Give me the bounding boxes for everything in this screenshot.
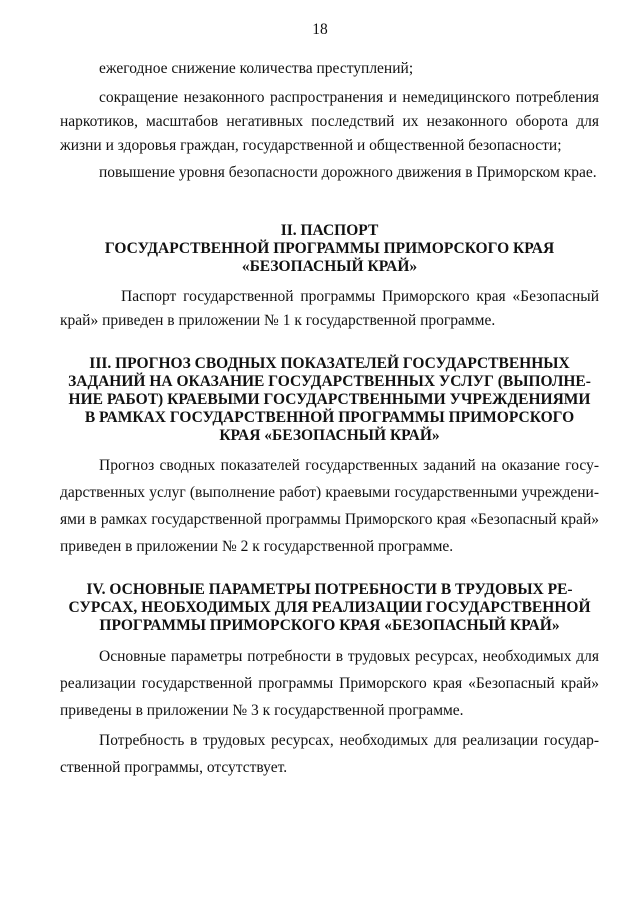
list-item-continuation: жизни и здоровья граждан, государственной и общественной безопасности;	[60, 137, 562, 154]
paragraph-line: ственной программы, отсутствует.	[60, 759, 288, 776]
paragraph-line: дарственных услуг (выполнение работ) краевыми государственными учреждени-	[60, 484, 599, 501]
section-heading: IV. ОСНОВНЫЕ ПАРАМЕТРЫ ПОТРЕБНОСТИ В ТРУДОВЫХ РЕ-	[86, 581, 573, 598]
page-number: 18	[312, 21, 328, 38]
paragraph-line: реализации государственной программы Приморского края «Безопасный край»	[60, 675, 599, 692]
paragraph-line: край» приведен в приложении № 1 к государственной программе.	[60, 312, 496, 329]
paragraph-line: ями в рамках государственной программы Приморского края «Безопасный край»	[60, 511, 599, 528]
paragraph-line: Потребность в трудовых ресурсах, необходимых для реализации государ-	[99, 732, 599, 749]
list-item: сокращение незаконного распространения и немедицинского потребления	[99, 89, 599, 106]
section-heading: ГОСУДАРСТВЕННОЙ ПРОГРАММЫ ПРИМОРСКОГО КРАЯ	[104, 240, 555, 257]
list-item-continuation: наркотиков, масштабов негативных последствий их незаконного оборота для	[60, 113, 599, 130]
section-heading: В РАМКАХ ГОСУДАРСТВЕННОЙ ПРОГРАММЫ ПРИМОРСКОГО	[84, 409, 575, 426]
section-heading: ПРОГРАММЫ ПРИМОРСКОГО КРАЯ «БЕЗОПАСНЫЙ КРАЙ»	[99, 617, 560, 634]
section-heading: НИЕ РАБОТ) КРАЕВЫМИ ГОСУДАРСТВЕННЫМИ УЧРЕЖДЕНИЯМИ	[68, 391, 591, 408]
paragraph-line: Прогноз сводных показателей государственных заданий на оказание госу-	[99, 457, 599, 474]
section-heading: «БЕЗОПАСНЫЙ КРАЙ»	[241, 258, 418, 275]
paragraph-line: приведены в приложении № 3 к государственной программе.	[60, 702, 464, 719]
section-heading: III. ПРОГНОЗ СВОДНЫХ ПОКАЗАТЕЛЕЙ ГОСУДАРСТВЕННЫХ	[89, 355, 570, 372]
section-heading: КРАЯ «БЕЗОПАСНЫЙ КРАЙ»	[219, 427, 440, 444]
list-item: ежегодное снижение количества преступлений;	[99, 60, 414, 77]
section-heading: II. ПАСПОРТ	[280, 222, 379, 239]
section-heading: ЗАДАНИЙ НА ОКАЗАНИЕ ГОСУДАРСТВЕННЫХ УСЛУГ (ВЫПОЛНЕ-	[68, 373, 591, 390]
paragraph-line: Паспорт государственной программы Приморского края «Безопасный	[121, 288, 599, 305]
paragraph-line: приведен в приложении № 2 к государственной программе.	[60, 538, 454, 555]
paragraph-line: Основные параметры потребности в трудовых ресурсах, необходимых для	[99, 648, 599, 665]
section-heading: СУРСАХ, НЕОБХОДИМЫХ ДЛЯ РЕАЛИЗАЦИИ ГОСУДАРСТВЕННОЙ	[68, 599, 591, 616]
list-item: повышение уровня безопасности дорожного движения в Приморском крае.	[99, 164, 597, 181]
